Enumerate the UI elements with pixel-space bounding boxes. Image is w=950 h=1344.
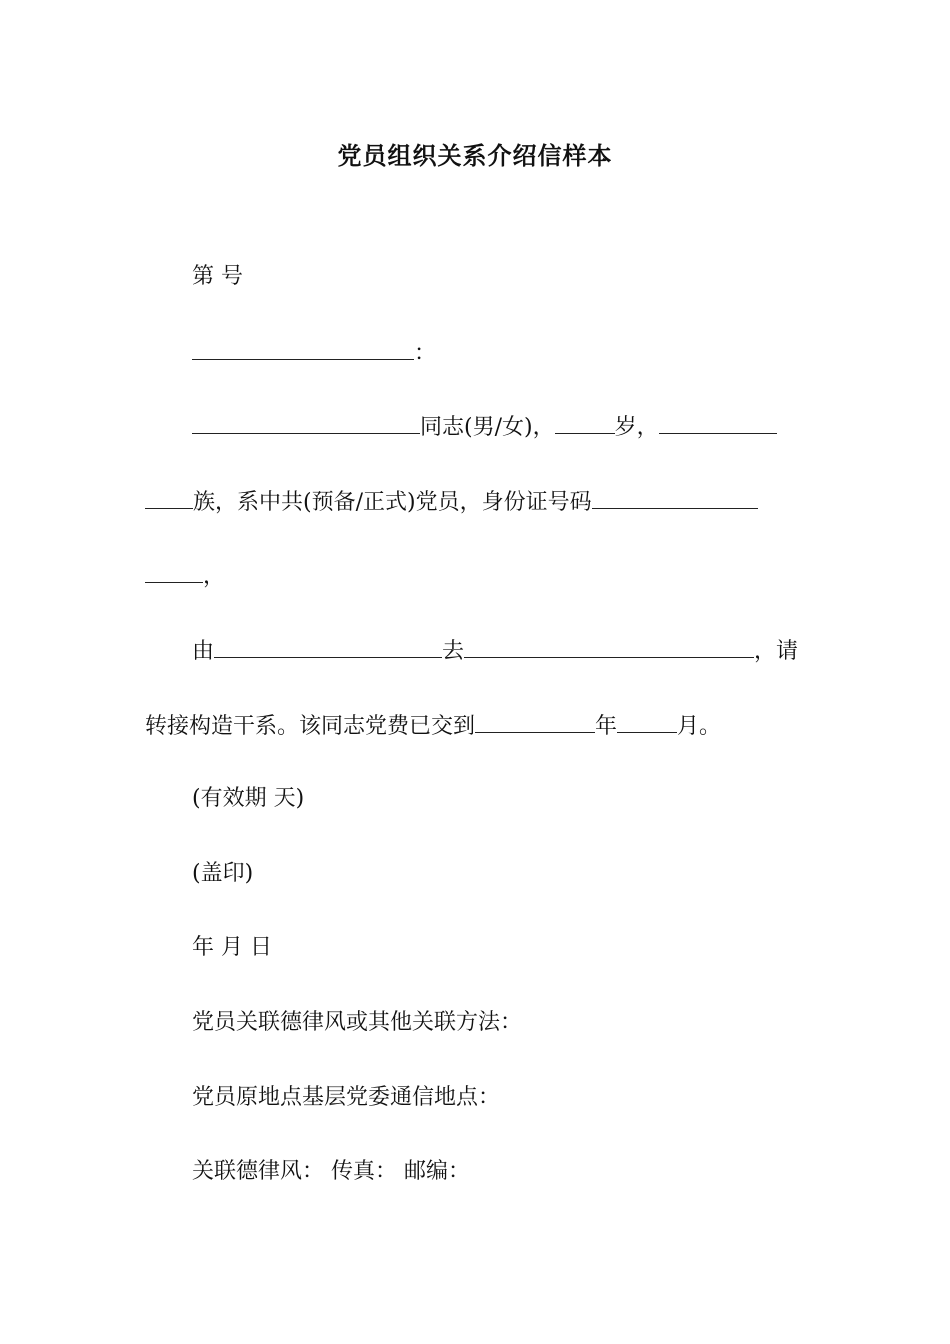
id-continuation-line <box>145 560 225 592</box>
from-blank[interactable] <box>214 635 442 658</box>
transfer-line <box>145 710 721 742</box>
date-line: 年 月 日 <box>192 935 272 960</box>
age-blank[interactable] <box>555 411 615 434</box>
age-suffix: 岁， <box>614 415 659 440</box>
year-label: 年 <box>595 714 618 739</box>
please-text: ，请 <box>754 639 799 664</box>
seal-line: (盖印) <box>192 861 254 886</box>
month-label: 月。 <box>677 714 722 739</box>
number-line <box>192 262 243 292</box>
to-label: 去 <box>442 639 465 664</box>
ethnicity-party-text: 族，系中共(预备/正式)党员，身份证号码 <box>193 490 592 515</box>
ethnicity-line <box>145 486 758 518</box>
addressee-line <box>192 337 436 369</box>
dues-month-blank[interactable] <box>617 710 677 733</box>
from-label: 由 <box>192 639 215 664</box>
addressee-colon: ： <box>414 341 437 366</box>
id-comma: ， <box>203 564 226 589</box>
contact-line: 党员关联德律风或其他关联方法： <box>192 1010 523 1035</box>
addressee-blank[interactable] <box>192 337 414 360</box>
document-title: 党员组织关系介绍信样本 <box>337 141 613 170</box>
ethnicity-blank-end[interactable] <box>145 486 193 509</box>
dues-year-blank[interactable] <box>475 710 595 733</box>
number-label: 第 号 <box>192 264 243 289</box>
comrade-gender-text: 同志(男/女)， <box>420 415 555 440</box>
comrade-line <box>192 411 777 443</box>
transfer-text: 转接构造干系。该同志党费已交到 <box>145 714 476 739</box>
from-to-line <box>192 635 798 667</box>
validity-line: (有效期 天) <box>192 786 305 811</box>
id-number-blank-start[interactable] <box>592 486 758 509</box>
phone-fax-zip-line: 关联德律风： 传真： 邮编： <box>192 1159 470 1184</box>
address-line: 党员原地点基层党委通信地点： <box>192 1085 501 1110</box>
id-number-blank-end[interactable] <box>145 560 203 583</box>
name-blank[interactable] <box>192 411 420 434</box>
ethnicity-blank-start[interactable] <box>659 411 777 434</box>
to-blank[interactable] <box>464 635 754 658</box>
